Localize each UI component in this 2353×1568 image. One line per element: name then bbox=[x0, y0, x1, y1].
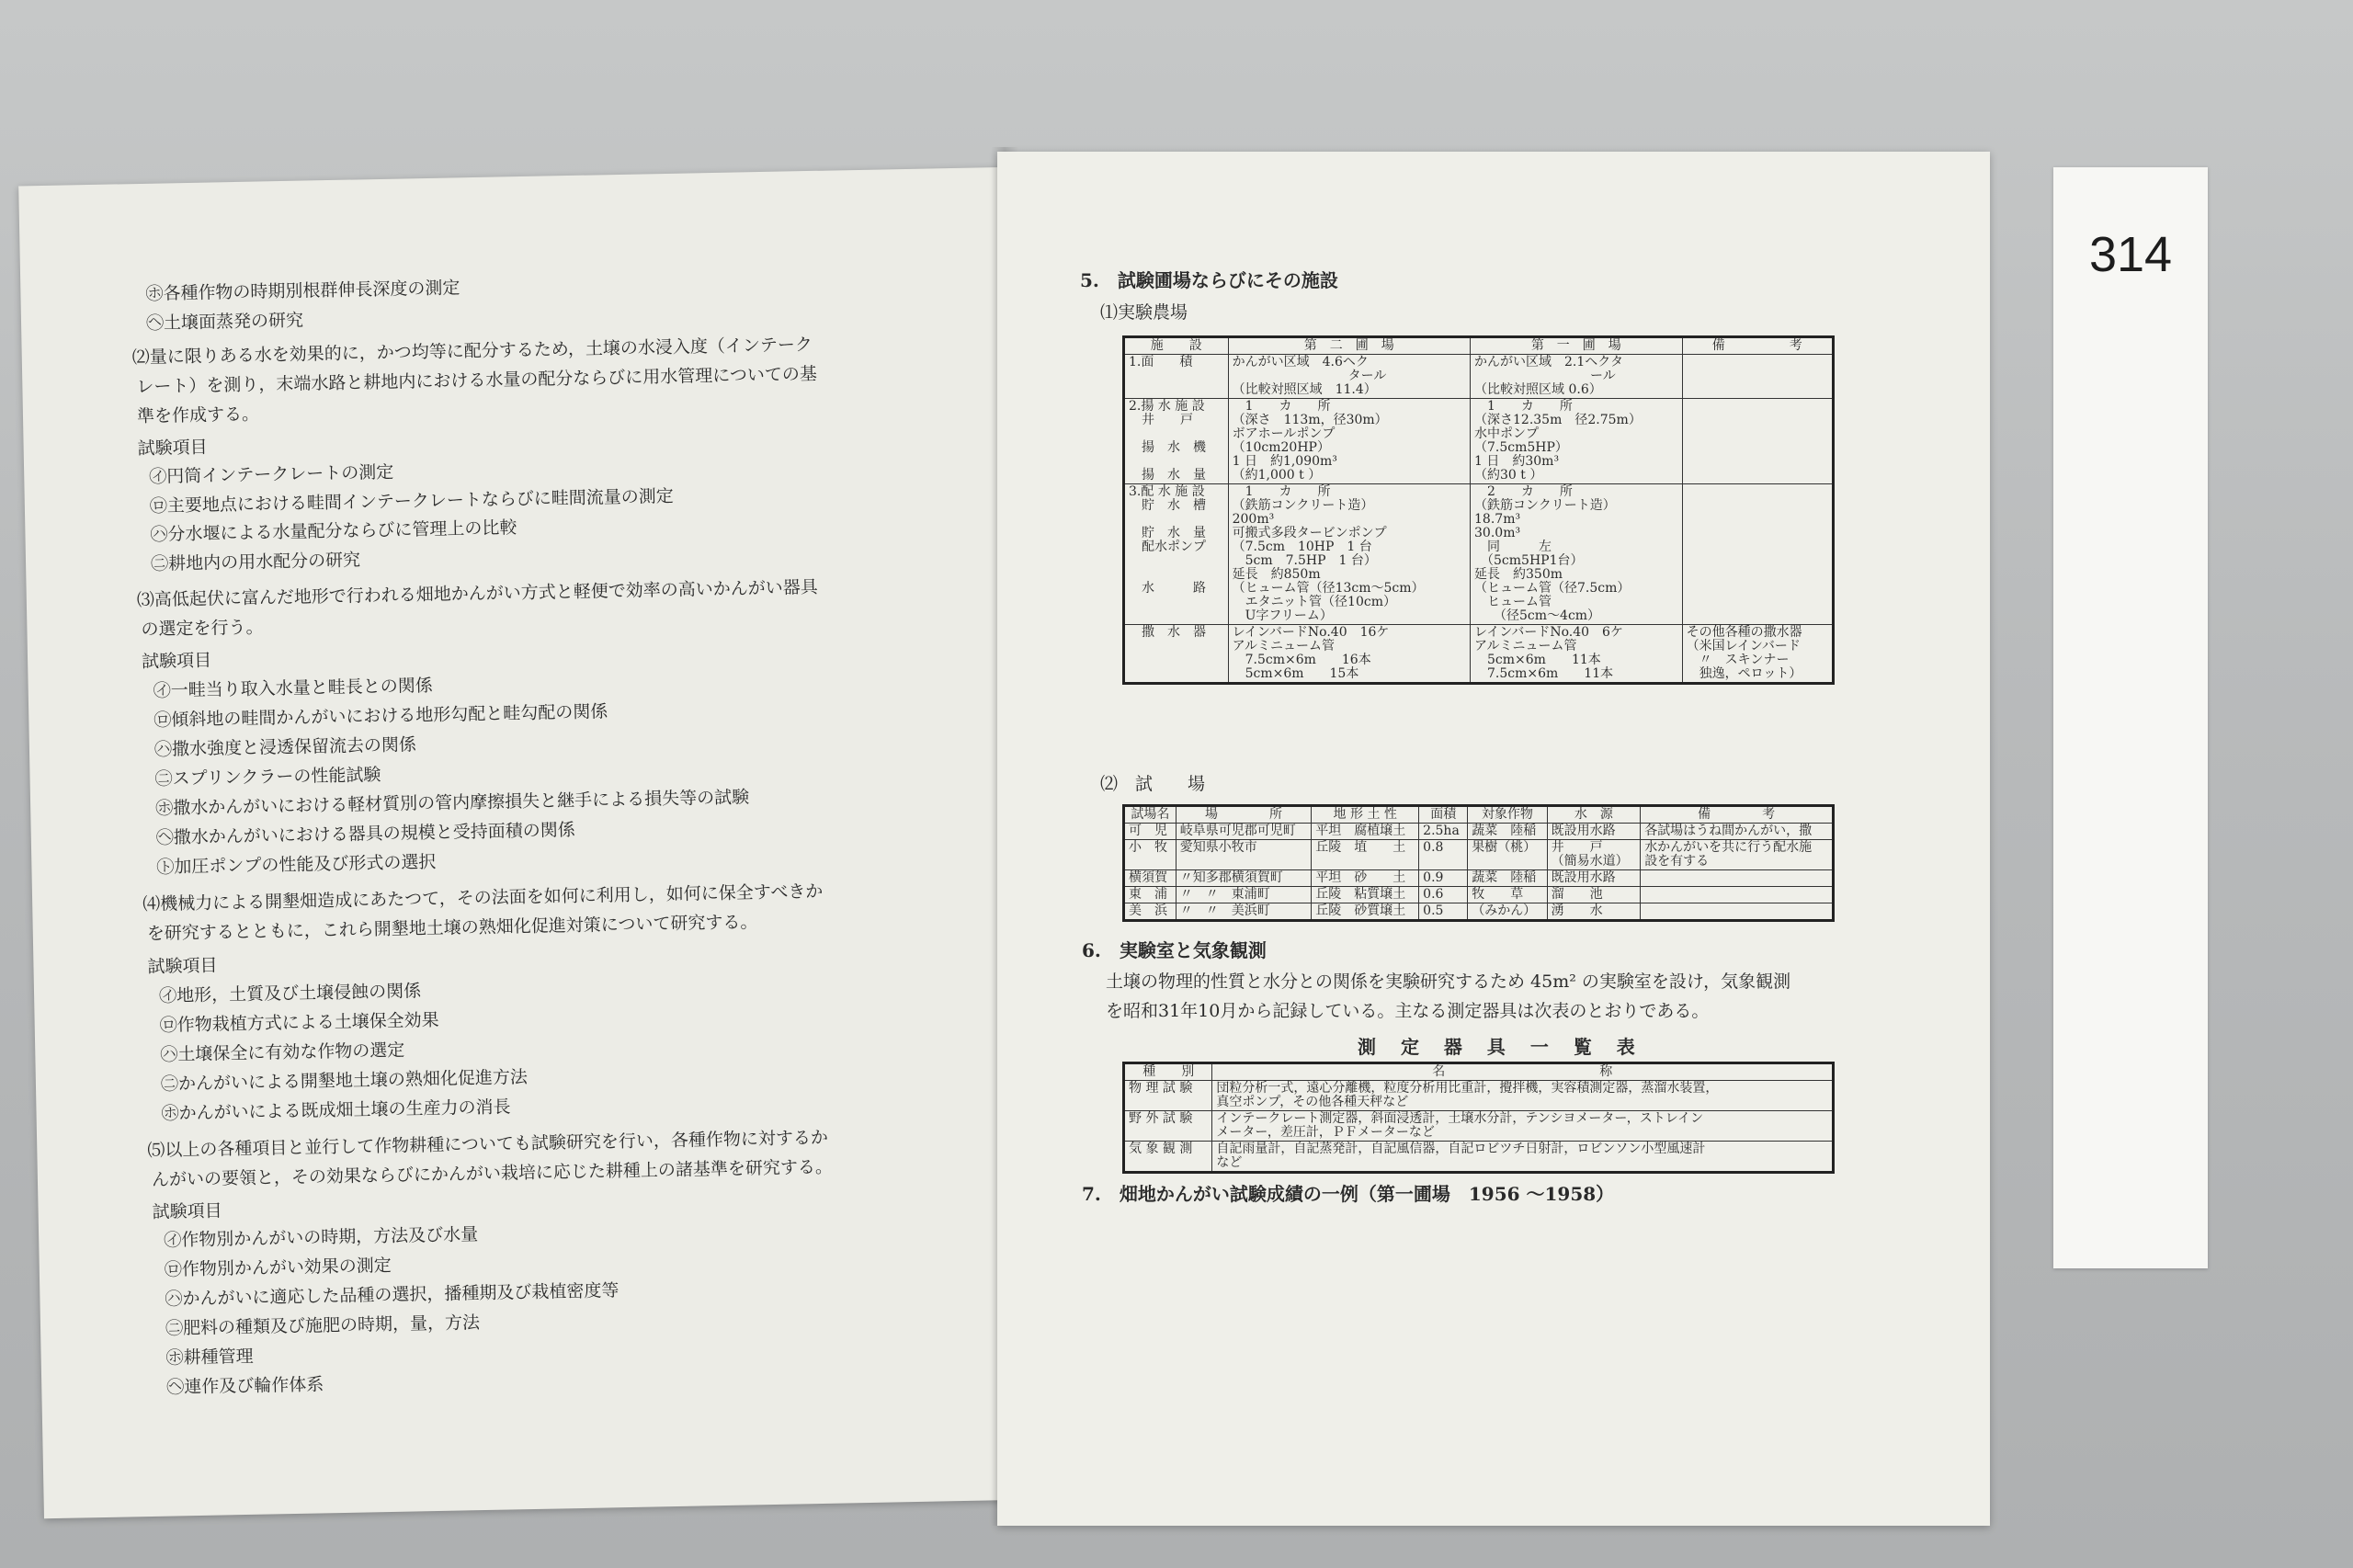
text-line: ⑸以上の各種項目と並行して作物耕種についても試験研究を行い，各種作物に対するか bbox=[147, 1127, 829, 1162]
left-page bbox=[18, 167, 1037, 1518]
table-cell: かんがい区域 4.6ヘク タール （比較対照区域 11.4） bbox=[1228, 355, 1470, 399]
table-cell: かんがい区域 2.1ヘクタ ール （比較対照区域 0.6） bbox=[1471, 355, 1683, 399]
text-line: ㊁耕地内の用水配分の研究 bbox=[150, 550, 361, 574]
table-cell: 各試場はうね間かんがい，撒 bbox=[1641, 824, 1834, 840]
table-header-cell: 備 考 bbox=[1682, 337, 1833, 355]
table-row bbox=[1124, 399, 1834, 484]
table-cell bbox=[1682, 484, 1833, 625]
table-cell: 水かんがいを共に行う配水施 設を有する bbox=[1641, 840, 1834, 870]
section-6-text: 土壌の物理的性質と水分との関係を実験研究するため 45m² の実験室を設け，気象観測 bbox=[1106, 971, 1791, 992]
text-line: ㊁スプリンクラーの性能試験 bbox=[154, 765, 381, 790]
section-5-heading: 5. 試験圃場ならびにその施設 bbox=[1080, 269, 1338, 291]
table-cell: 湧 水 bbox=[1547, 903, 1641, 921]
right-page bbox=[997, 152, 1990, 1526]
table-cell: 〃 〃 美浜町 bbox=[1176, 903, 1311, 921]
table-cell: 1.面 積 bbox=[1124, 355, 1229, 399]
text-line: ㋭かんがいによる既成畑土壌の生産力の消長 bbox=[161, 1096, 511, 1124]
table-row bbox=[1124, 870, 1834, 887]
table-cell: 0.9 bbox=[1419, 870, 1468, 887]
table-cell bbox=[1682, 399, 1833, 484]
text-line: ㋬土壌面蒸発の研究 bbox=[145, 310, 304, 334]
table-cell: 撒 水 器 bbox=[1124, 625, 1229, 684]
section-5-sub2: ⑵ 試 場 bbox=[1100, 774, 1206, 794]
section-6-text: を昭和31年10月から記録している。主なる測定器具は次表のとおりである。 bbox=[1106, 1001, 1710, 1021]
table-row bbox=[1124, 1081, 1834, 1111]
table-cell: 自記雨量計，自記蒸発計，自記風信器，自記ロビツチ日射計，ロビンソン小型風速計 など bbox=[1212, 1142, 1834, 1173]
table-cell: レインバードNo.40 16ケ アルミニューム管 7.5cm×6m 16本 5cm×6m 15本 bbox=[1228, 625, 1470, 684]
text-line: ㋩土壌保全に有効な作物の選定 bbox=[160, 1040, 405, 1065]
table-cell: 1 カ 所 （深さ12.35m 径2.75m） 水中ポンプ （7.5cm5HP） 1 日 約30m³ （約30 t ） bbox=[1471, 399, 1683, 484]
table-cell: 愛知県小牧市 bbox=[1176, 840, 1311, 870]
table-cell: 平坦 砂 土 bbox=[1312, 870, 1419, 887]
table-cell bbox=[1641, 870, 1834, 887]
table-header-cell: 第 一 圃 場 bbox=[1471, 337, 1683, 355]
table-cell: 気 象 観 測 bbox=[1124, 1142, 1212, 1173]
table-cell: 3.配 水 施 設 貯 水 槽 貯 水 量 配水ポンプ 水 路 bbox=[1124, 484, 1229, 625]
table-row bbox=[1124, 1111, 1834, 1142]
table-header-cell: 第 二 圃 場 bbox=[1228, 337, 1470, 355]
table-cell: 果樹（桃） bbox=[1468, 840, 1547, 870]
table-cell: 団粒分析一式，遠心分離機，粒度分析用比重計，攪拌機，実容積測定器，蒸溜水装置， 真空ポンプ，その他各種天秤など bbox=[1212, 1081, 1834, 1111]
text-line: ㋺傾斜地の畦間かんがいにおける地形勾配と畦勾配の関係 bbox=[153, 701, 608, 731]
table-cell: 蔬菜 陸稲 bbox=[1468, 870, 1547, 887]
table-cell: 0.8 bbox=[1419, 840, 1468, 870]
table-row bbox=[1124, 887, 1834, 903]
text-line: ㋬連作及び輪作体系 bbox=[166, 1374, 324, 1398]
table-header-cell: 水 源 bbox=[1547, 806, 1641, 824]
text-line: ㋭各種作物の時期別根群伸長深度の測定 bbox=[145, 278, 460, 304]
text-line: レート）を測り，末端水路と耕地内における水量の配分ならびに用水管理についての基 bbox=[136, 363, 818, 398]
table-cell: 1 カ 所 （鉄筋コンクリート造） 200m³ 可搬式多段タービンポンプ （7.5cm 10HP 1 台 5cm 7.5HP 1 台） 延長 約850m （ヒューム管（径13cm～5cm） エタニット管（径10cm） U字フリーム） bbox=[1228, 484, 1470, 625]
table-cell: 0.5 bbox=[1419, 903, 1468, 921]
table-cell: 物 理 試 験 bbox=[1124, 1081, 1212, 1111]
text-line: ㋺作物別かんがい効果の測定 bbox=[164, 1255, 392, 1280]
table-cell: 2 カ 所 （鉄筋コンクリート造） 18.7m³ 30.0m³ 同 左 （5cm5HP1台） 延長 約350m （ヒューム管（径7.5cm） ヒューム管 （径5cm～4cm） bbox=[1471, 484, 1683, 625]
table-header-cell: 面積 bbox=[1419, 806, 1468, 824]
table-cell: 丘陵 埴 土 bbox=[1312, 840, 1419, 870]
table-header-cell: 施 設 bbox=[1124, 337, 1229, 355]
table-cell: 東 浦 bbox=[1124, 887, 1176, 903]
table-cell: 丘陵 粘質壌土 bbox=[1312, 887, 1419, 903]
table-row bbox=[1124, 1142, 1834, 1173]
text-line: の選定を行う。 bbox=[141, 617, 264, 641]
text-line: ㋑作物別かんがいの時期，方法及び水量 bbox=[164, 1224, 479, 1251]
text-line: ㋑円筒インテークレートの測定 bbox=[149, 461, 394, 487]
text-line: ㋺作物栽植方式による土壌保全効果 bbox=[159, 1009, 439, 1036]
number-tag bbox=[2053, 167, 2208, 1268]
table-header-cell: 地 形 土 性 bbox=[1312, 806, 1419, 824]
table-cell: レインバードNo.40 6ケ アルミニューム管 5cm×6m 11本 7.5cm×6m 11本 bbox=[1471, 625, 1683, 684]
text-line: ㋭撒水かんがいにおける軽材質別の管内摩擦損失と継手による損失等の試験 bbox=[154, 787, 750, 819]
table-row bbox=[1124, 484, 1834, 625]
table-cell: 美 浜 bbox=[1124, 903, 1176, 921]
text-line: ⑵量に限りある水を効果的に，かつ均等に配分するため，土壌の水浸入度（インテーク bbox=[131, 334, 813, 369]
text-line: ㋑一畦当り取入水量と畦長との関係 bbox=[153, 675, 433, 701]
table-cell: 可 児 bbox=[1124, 824, 1176, 840]
table-cell: 2.揚 水 施 設 井 戸 揚 水 機 揚 水 量 bbox=[1124, 399, 1229, 484]
text-line: ㋬撒水かんがいにおける器具の規模と受持面積の関係 bbox=[155, 820, 575, 848]
instrument-table bbox=[1122, 1062, 1835, 1174]
table-cell: 野 外 試 験 bbox=[1124, 1111, 1212, 1142]
table-cell: 1 カ 所 （深さ 113m，径30m） ボアホールポンプ （10cm20HP） 1 日 約1,090m³ （約1,000 t ） bbox=[1228, 399, 1470, 484]
section-6-heading: 6. 実験室と気象観測 bbox=[1082, 939, 1267, 961]
table-header-cell: 種 別 bbox=[1124, 1063, 1212, 1081]
instrument-table-title: 測 定 器 具 一 覧 表 bbox=[1358, 1036, 1644, 1058]
text-line: 試験項目 bbox=[137, 437, 208, 460]
text-line: ⑶高低起伏に富んだ地形で行われる畑地かんがい方式と軽便で効率の高いかんがい器具 bbox=[136, 576, 818, 611]
table-cell bbox=[1682, 355, 1833, 399]
table-header-cell: 備 考 bbox=[1641, 806, 1834, 824]
table-cell: インテークレート測定器，斜面浸透計，土壌水分計，テンシヨメーター，ストレイン メーター，差圧計，ＰＦメーターなど bbox=[1212, 1111, 1834, 1142]
table-row bbox=[1124, 903, 1834, 921]
table-cell: 小 牧 bbox=[1124, 840, 1176, 870]
test-sites-table bbox=[1122, 804, 1835, 922]
table-cell: 平坦 腐植壌土 bbox=[1312, 824, 1419, 840]
table-row bbox=[1124, 824, 1834, 840]
table-cell: 2.5ha bbox=[1419, 824, 1468, 840]
table-header-cell: 名 称 bbox=[1212, 1063, 1834, 1081]
text-line: ⑷機械力による開墾畑造成にあたつて，その法面を如何に利用し，如何に保全すべきか bbox=[142, 881, 824, 915]
table-header-cell: 場 所 bbox=[1176, 806, 1311, 824]
table-cell: 岐阜県可児郡可児町 bbox=[1176, 824, 1311, 840]
text-line: ㋭耕種管理 bbox=[165, 1346, 254, 1369]
section-5-sub1: ⑴実験農場 bbox=[1100, 302, 1188, 323]
text-line: 準を作成する。 bbox=[136, 403, 260, 427]
table-row bbox=[1124, 625, 1834, 684]
text-line: 試験項目 bbox=[152, 1200, 222, 1222]
table-header-cell: 試場名 bbox=[1124, 806, 1176, 824]
table-cell: 牧 草 bbox=[1468, 887, 1547, 903]
table-cell bbox=[1641, 887, 1834, 903]
table-cell: 0.6 bbox=[1419, 887, 1468, 903]
table-cell: 既設用水路 bbox=[1547, 824, 1641, 840]
text-line: ㋣加圧ポンプの性能及び形式の選択 bbox=[156, 851, 437, 878]
table-cell: 蔬菜 陸稲 bbox=[1468, 824, 1547, 840]
text-line: ㋩分水堰による水量配分ならびに管理上の比較 bbox=[150, 517, 517, 545]
page-number-label: 314 bbox=[2088, 227, 2173, 282]
table-cell: その他各種の撒水器 （米国レインバード 〃 スキンナー 独逸，ペロット） bbox=[1682, 625, 1833, 684]
table-cell: （みかん） bbox=[1468, 903, 1547, 921]
table-cell: 溜 池 bbox=[1547, 887, 1641, 903]
text-line: ㋑地形，土質及び土壌侵蝕の関係 bbox=[158, 981, 422, 1006]
text-line: んがいの要領と，その効果ならびにかんがい栽培に応じた耕種上の諸基準を研究する。 bbox=[151, 1156, 834, 1190]
text-line: を研究するとともに，これら開墾地土壌の熟畑化促進対策について研究する。 bbox=[146, 912, 758, 944]
text-line: ㋩かんがいに適応した品種の選択，播種期及び栽植密度等 bbox=[165, 1280, 620, 1310]
table-cell: 〃知多郡横須賀町 bbox=[1176, 870, 1311, 887]
table-row bbox=[1124, 840, 1834, 870]
text-line: ㋺主要地点における畦間インテークレートならびに畦間流量の測定 bbox=[149, 485, 675, 517]
text-line: ㊁肥料の種類及び施肥の時期，量，方法 bbox=[165, 1312, 481, 1339]
table-cell: 横須賀 bbox=[1124, 870, 1176, 887]
section-7-heading: 7. 畑地かんがい試験成績の一例（第一圃場 1956 〜1958） bbox=[1082, 1183, 1615, 1205]
table-cell: 丘陵 砂質壌土 bbox=[1312, 903, 1419, 921]
facility-table bbox=[1122, 335, 1835, 685]
table-cell: 井 戸 （簡易水道） bbox=[1547, 840, 1641, 870]
table-cell: 〃 〃 東浦町 bbox=[1176, 887, 1311, 903]
table-cell: 既設用水路 bbox=[1547, 870, 1641, 887]
table-header-cell: 対象作物 bbox=[1468, 806, 1547, 824]
text-line: ㋩撒水強度と浸透保留流去の関係 bbox=[153, 734, 417, 760]
table-row bbox=[1124, 355, 1834, 399]
text-line: ㊁かんがいによる開墾地土壌の熟畑化促進方法 bbox=[160, 1067, 529, 1095]
text-line: 試験項目 bbox=[141, 650, 212, 673]
table-cell bbox=[1641, 903, 1834, 921]
text-line: 試験項目 bbox=[147, 955, 218, 977]
